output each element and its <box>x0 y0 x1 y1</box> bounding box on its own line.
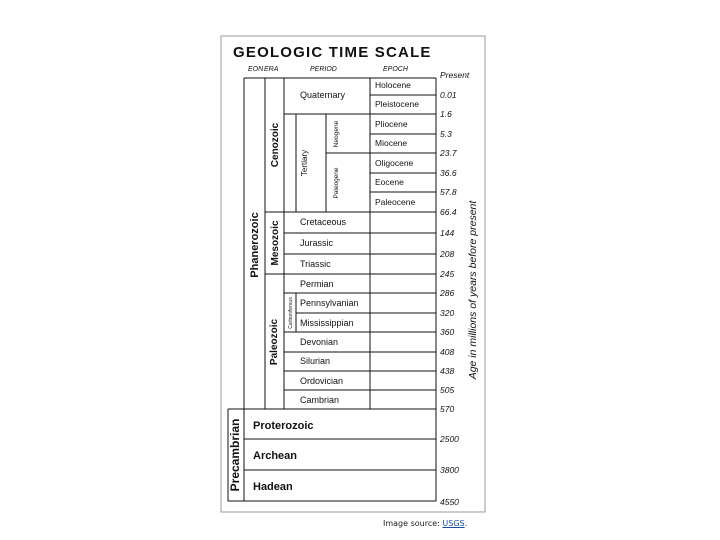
period-label-cambrian: Cambrian <box>300 395 340 405</box>
age-label: 505 <box>440 385 455 395</box>
period-label-pennsylvanian: Pennsylvanian <box>300 298 359 308</box>
epoch-label-paleocene: Paleocene <box>375 197 416 207</box>
eon-label-precambrian: Precambrian <box>228 418 242 492</box>
era-label-hadean: Hadean <box>253 481 293 493</box>
age-label: 36.6 <box>440 168 457 178</box>
epoch-label-oligocene: Oligocene <box>375 158 414 168</box>
period-label-triassic: Triassic <box>300 259 331 269</box>
subperiod-label-tertiary: Tertiary <box>300 149 309 177</box>
age-label: 208 <box>440 249 455 259</box>
era-label-archean: Archean <box>253 450 298 462</box>
epoch-label-pliocene: Pliocene <box>375 119 408 129</box>
epoch-label-eocene: Eocene <box>375 177 404 187</box>
age-label: 360 <box>440 327 455 337</box>
epoch-label-pleistocene: Pleistocene <box>375 99 419 109</box>
source-link-usgs[interactable]: USGS <box>442 519 465 528</box>
period-label-devonian: Devonian <box>300 337 339 347</box>
eon-label-phanerozoic: Phanerozoic <box>249 212 261 278</box>
series-label-neogene: Neogene <box>333 120 340 148</box>
chart-title: GEOLOGIC TIME SCALE <box>233 44 432 61</box>
epoch-label-miocene: Miocene <box>375 138 408 148</box>
period-label-jurassic: Jurassic <box>300 238 334 248</box>
age-label: 0.01 <box>440 90 457 100</box>
epoch-label-holocene: Holocene <box>375 80 411 90</box>
age-label: 438 <box>440 366 455 376</box>
subperiod-label-carboniferous: Carboniferous <box>288 297 294 329</box>
age-label: Present <box>440 70 470 80</box>
period-label-silurian: Silurian <box>300 356 331 366</box>
age-label: 57.8 <box>440 187 457 197</box>
age-label: 23.7 <box>440 148 457 158</box>
age-label: 570 <box>440 404 455 414</box>
period-label-ordovician: Ordovician <box>300 376 344 386</box>
series-label-paleogene: Paleogene <box>333 167 340 199</box>
age-label: 66.4 <box>440 207 457 217</box>
era-label-cenozoic: Cenozoic <box>270 122 281 168</box>
age-label: 4550 <box>440 497 459 507</box>
age-label: 3800 <box>440 465 459 475</box>
image-source-caption <box>383 519 467 528</box>
header-period: PERIOD <box>310 66 337 73</box>
age-label: 245 <box>440 269 455 279</box>
era-label-mesozoic: Mesozoic <box>270 220 281 266</box>
era-label-proterozoic: Proterozoic <box>253 420 314 432</box>
age-label: 286 <box>440 288 455 298</box>
period-label-mississippian: Mississippian <box>300 318 354 328</box>
age-label: 5.3 <box>440 129 452 139</box>
header-eon: EON <box>248 66 264 73</box>
header-epoch: EPOCH <box>383 66 408 73</box>
header-era: ERA <box>264 66 279 73</box>
age-axis-label: Age in millions of years before present <box>467 200 479 380</box>
age-label: 408 <box>440 347 455 357</box>
age-label: 1.6 <box>440 109 452 119</box>
age-label: 2500 <box>440 434 459 444</box>
period-label-permian: Permian <box>300 279 334 289</box>
age-label: 320 <box>440 308 455 318</box>
period-label-cretaceous: Cretaceous <box>300 217 347 227</box>
era-label-paleozoic: Paleozoic <box>269 318 280 366</box>
source-suffix: . <box>464 519 468 528</box>
age-label: 144 <box>440 228 455 238</box>
period-label-quaternary: Quaternary <box>300 90 346 100</box>
source-prefix: Image source: <box>383 519 443 528</box>
